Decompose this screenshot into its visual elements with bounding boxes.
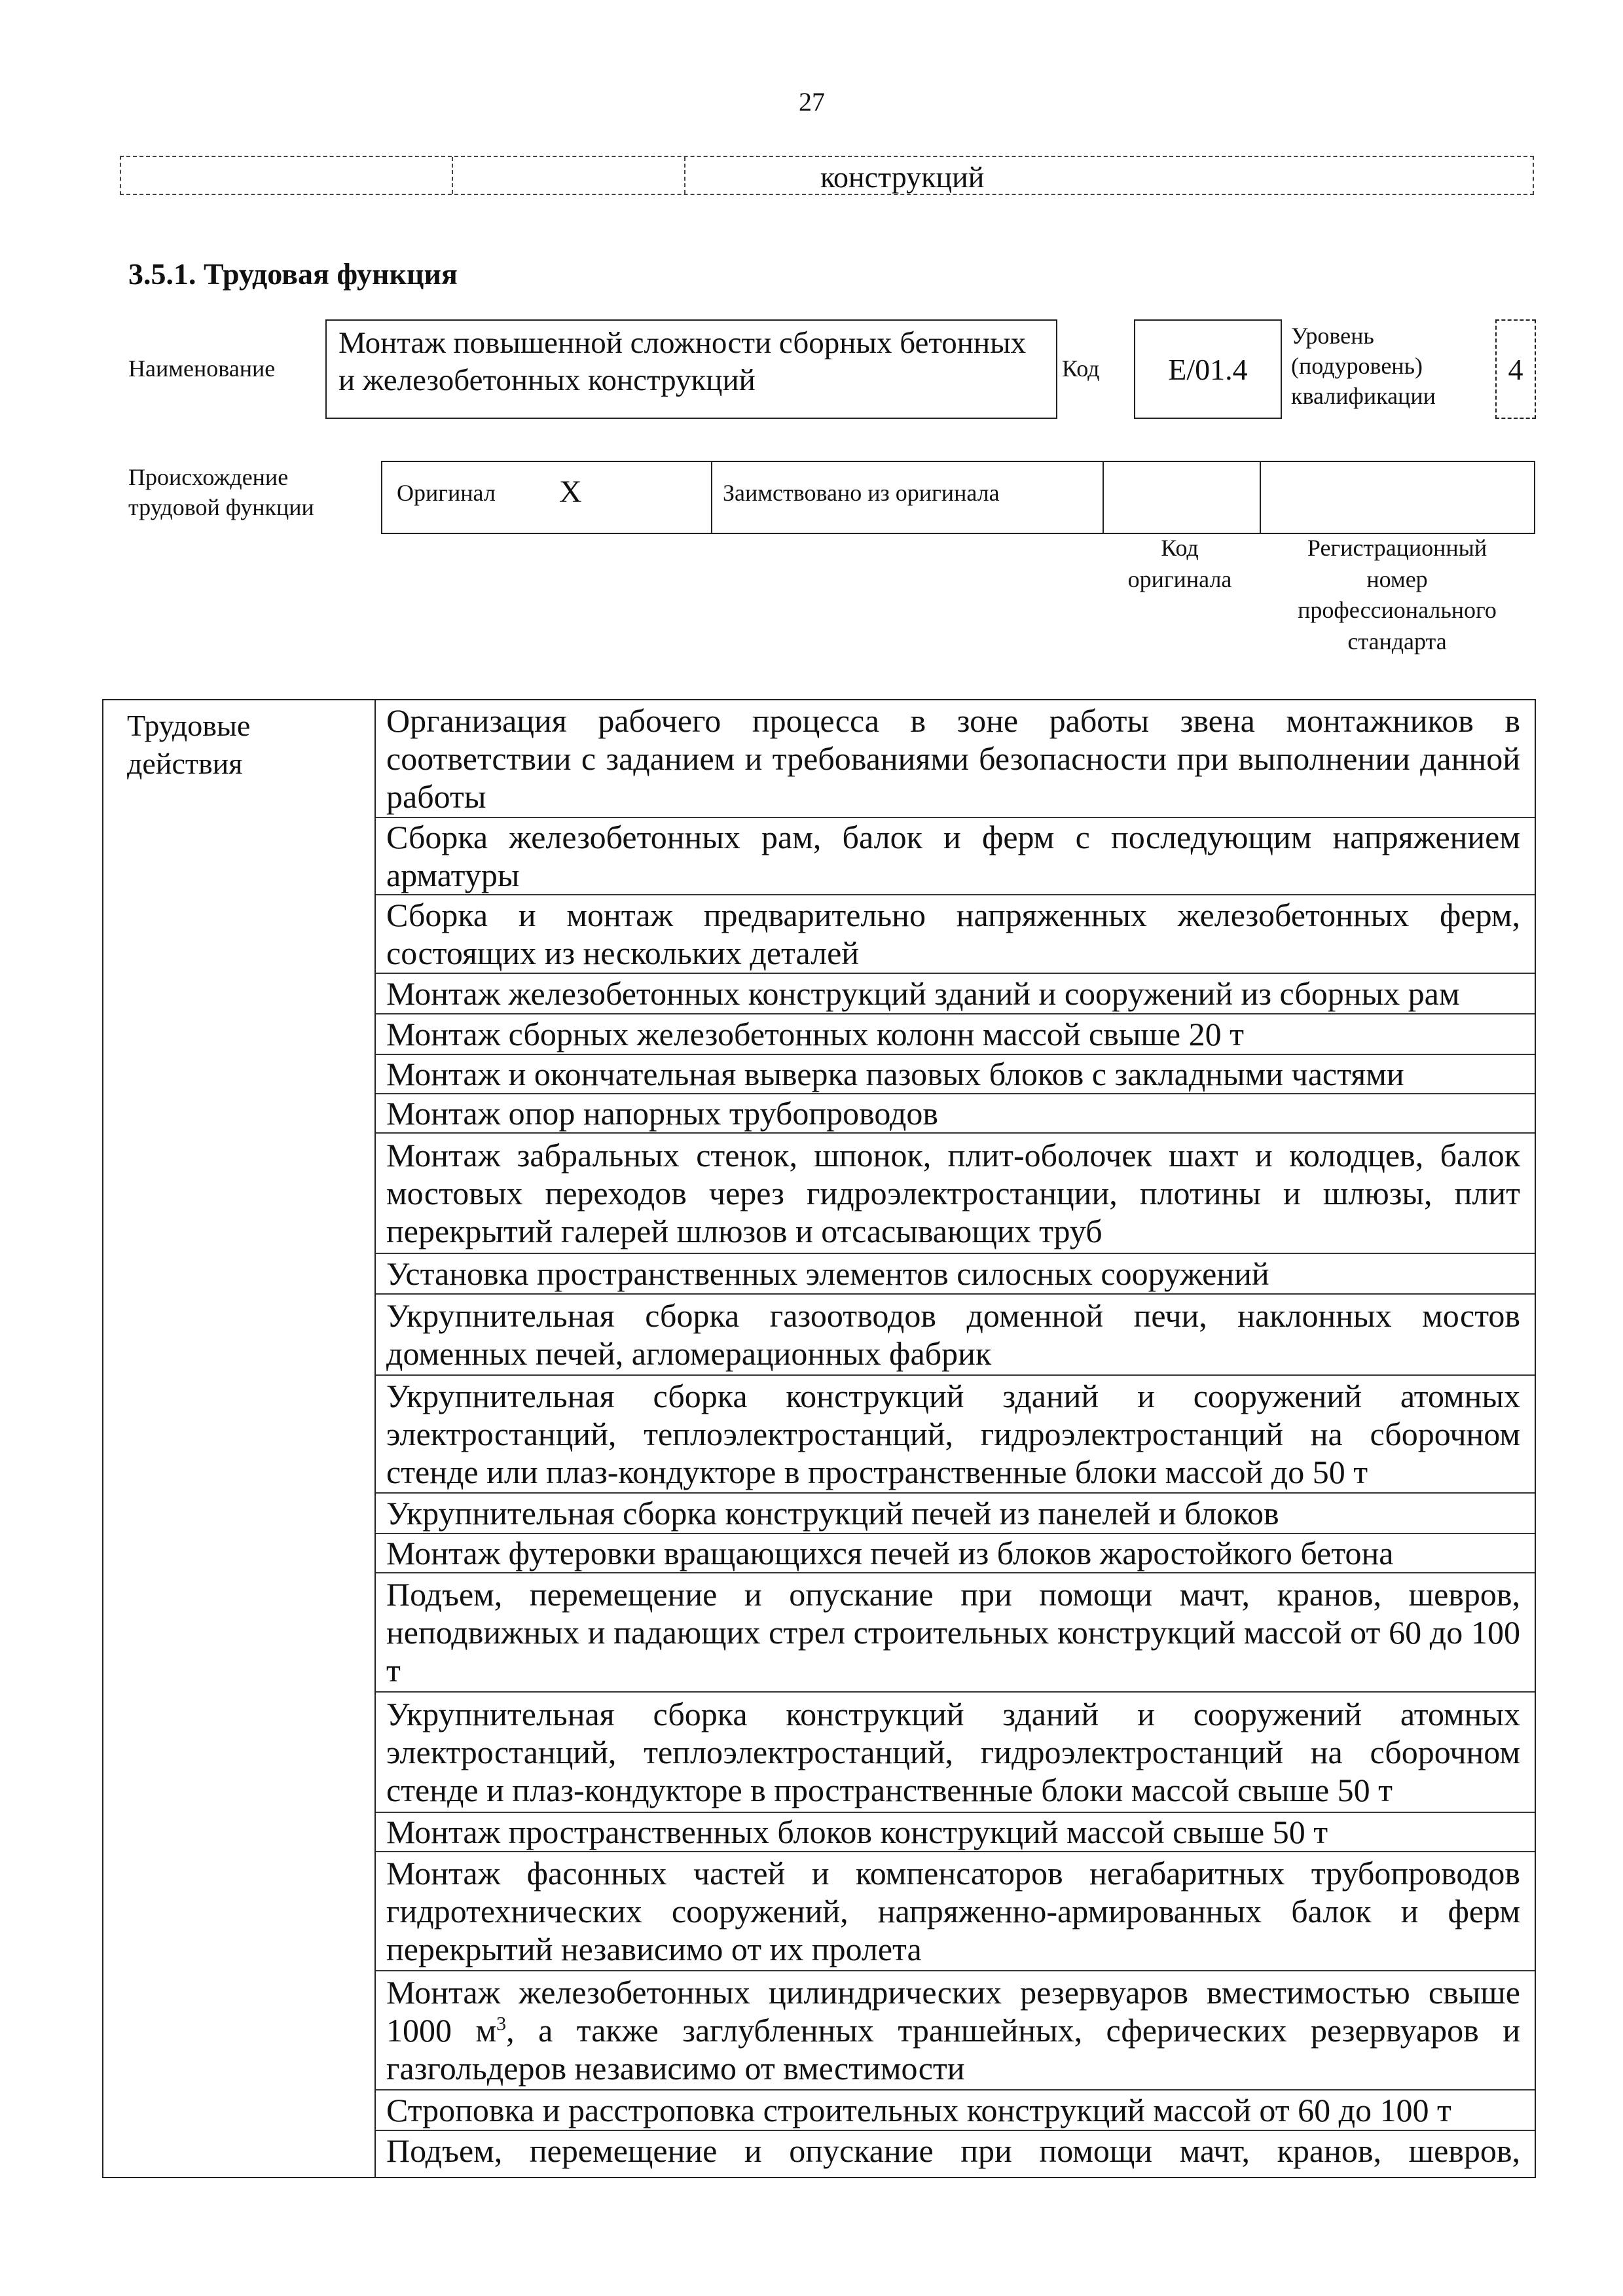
level-value: 4 <box>1508 352 1523 386</box>
cell-divider <box>711 462 712 533</box>
regnum-caption <box>1258 533 1536 657</box>
table-row <box>376 895 1535 974</box>
labor-action: Монтаж сборных железобетонных колонн массой свыше 20 т <box>386 1016 1244 1052</box>
caption-line: оригинала <box>1127 565 1232 592</box>
table-row <box>376 1971 1535 2090</box>
labor-action: Укрупнительная сборка конструкций зданий и сооружений атомных электростанций, теплоэлектростанций, гидроэлектростанций на сборочном стенде и плаз-кондукторе в пространственные блоки массой свыше 50 т <box>386 1696 1520 1808</box>
labor-action: Монтаж пространственных блоков конструкций массой свыше 50 т <box>386 1814 1328 1850</box>
table-row <box>376 1295 1535 1376</box>
caption-line: номер <box>1366 565 1428 592</box>
origin-label-line: Происхождение <box>128 464 289 490</box>
labor-action: Подъем, перемещение и опускание при помощи мачт, кранов, шевров, неподвижных и падающих стрел строительных конструкций массой от 60 до 100 т <box>386 1576 1520 1689</box>
page-number: 27 <box>799 87 825 117</box>
table-row <box>376 974 1535 1014</box>
table-row <box>376 1494 1535 1534</box>
table-row <box>376 1254 1535 1295</box>
original-label: Оригинал <box>397 480 496 506</box>
labor-action: Монтаж и окончательная выверка пазовых блоков с закладными частями <box>386 1056 1404 1092</box>
level-label <box>1291 321 1436 411</box>
table-row <box>376 1573 1535 1693</box>
column-divider <box>452 157 453 194</box>
cell-divider <box>1260 462 1261 533</box>
origin-label <box>128 462 314 522</box>
label-line: действия <box>127 747 243 781</box>
borrowed-label: Заимствовано из оригинала <box>723 480 1000 506</box>
labor-actions-table <box>102 699 1536 2178</box>
table-row <box>376 700 1535 818</box>
caption-line: Регистрационный <box>1307 535 1487 561</box>
labor-actions-label <box>127 707 250 783</box>
original-mark: X <box>559 475 582 509</box>
labor-action: Строповка и расстроповка строительных конструкций массой от 60 до 100 т <box>386 2092 1451 2128</box>
column-divider <box>684 157 685 194</box>
table-row <box>376 1014 1535 1055</box>
labor-action: Подъем, перемещение и опускание при помощи мачт, кранов, шевров, <box>386 2132 1520 2169</box>
function-code-box <box>1134 319 1282 419</box>
labor-action-part: , а также заглубленных траншейных, сферических резервуаров и газгольдеров независимо от вместимости <box>386 2012 1520 2087</box>
function-name-box <box>325 319 1057 419</box>
labor-actions-list <box>376 700 1535 2170</box>
function-code: Е/01.4 <box>1168 352 1248 386</box>
labor-action <box>386 1973 1520 2087</box>
table-row <box>376 1376 1535 1494</box>
labor-action: Монтаж футеровки вращающихся печей из блоков жаростойкого бетона <box>386 1535 1394 1571</box>
labor-action: Укрупнительная сборка конструкций зданий и сооружений атомных электростанций, теплоэлектростанций, гидроэлектростанций на сборочном стенде или плаз-кондукторе в пространственные блоки массой до 50 т <box>386 1378 1520 1490</box>
table-row <box>376 818 1535 895</box>
level-label-line: квалификации <box>1291 383 1436 410</box>
caption-line: Код <box>1161 535 1199 561</box>
labor-action: Монтаж фасонных частей и компенсаторов негабаритных трубопроводов гидротехнических сооружений, напряженно-армированных балок и ферм перекрытий независимо от их пролета <box>386 1855 1520 1967</box>
labor-action: Установка пространственных элементов силосных сооружений <box>386 1255 1269 1292</box>
labor-action: Монтаж забральных стенок, шпонок, плит-оболочек шахт и колодцев, балок мостовых переходов через гидроэлектростанции, плотины и шлюзы, плит перекрытий галерей шлюзов и отсасывающих труб <box>386 1137 1520 1249</box>
origin-label-line: трудовой функции <box>128 494 314 521</box>
labor-action: Сборка железобетонных рам, балок и ферм с последующим напряжением арматуры <box>386 819 1520 893</box>
code-original-caption <box>1101 533 1258 595</box>
superscript: 3 <box>496 2013 507 2035</box>
table-row <box>376 1852 1535 1971</box>
table-row <box>376 1134 1535 1254</box>
section-title: 3.5.1. Трудовая функция <box>128 257 458 291</box>
labor-action: Сборка и монтаж предварительно напряженных железобетонных ферм, состоящих из нескольких деталей <box>386 897 1520 971</box>
continuation-row <box>120 156 1534 195</box>
level-label-line: (подуровень) <box>1291 353 1423 380</box>
labor-action-part: Монтаж железобетонных цилиндрических резервуаров вместимостью свыше 1000 м <box>386 1974 1520 2049</box>
labor-action: Монтаж железобетонных конструкций зданий и сооружений из сборных рам <box>386 975 1460 1012</box>
label-line: Трудовые <box>127 709 251 742</box>
continuation-text: конструкций <box>820 160 985 194</box>
name-label: Наименование <box>128 355 276 382</box>
table-row <box>376 1534 1535 1573</box>
table-row <box>376 1813 1535 1852</box>
labor-action: Организация рабочего процесса в зоне работы звена монтажников в соответствии с заданием и требованиями безопасности при выполнении данной работы <box>386 702 1520 815</box>
labor-action: Укрупнительная сборка газоотводов доменной печи, наклонных мостов доменных печей, агломерационных фабрик <box>386 1297 1520 1372</box>
caption-line: профессионального <box>1298 597 1497 624</box>
labor-action: Укрупнительная сборка конструкций печей из панелей и блоков <box>386 1495 1279 1532</box>
table-row <box>376 1094 1535 1134</box>
table-row <box>376 2131 1535 2170</box>
table-row <box>376 2090 1535 2131</box>
labor-action: Монтаж опор напорных трубопроводов <box>386 1095 939 1132</box>
cell-divider <box>1103 462 1104 533</box>
origin-row <box>381 461 1535 534</box>
level-box <box>1495 319 1536 419</box>
code-label: Код <box>1062 355 1100 382</box>
level-label-line: Уровень <box>1291 323 1374 349</box>
table-row <box>376 1693 1535 1813</box>
function-name: Монтаж повышенной сложности сборных бетонных и железобетонных конструкций <box>338 326 1027 398</box>
table-row <box>376 1055 1535 1094</box>
caption-line: стандарта <box>1347 628 1447 655</box>
